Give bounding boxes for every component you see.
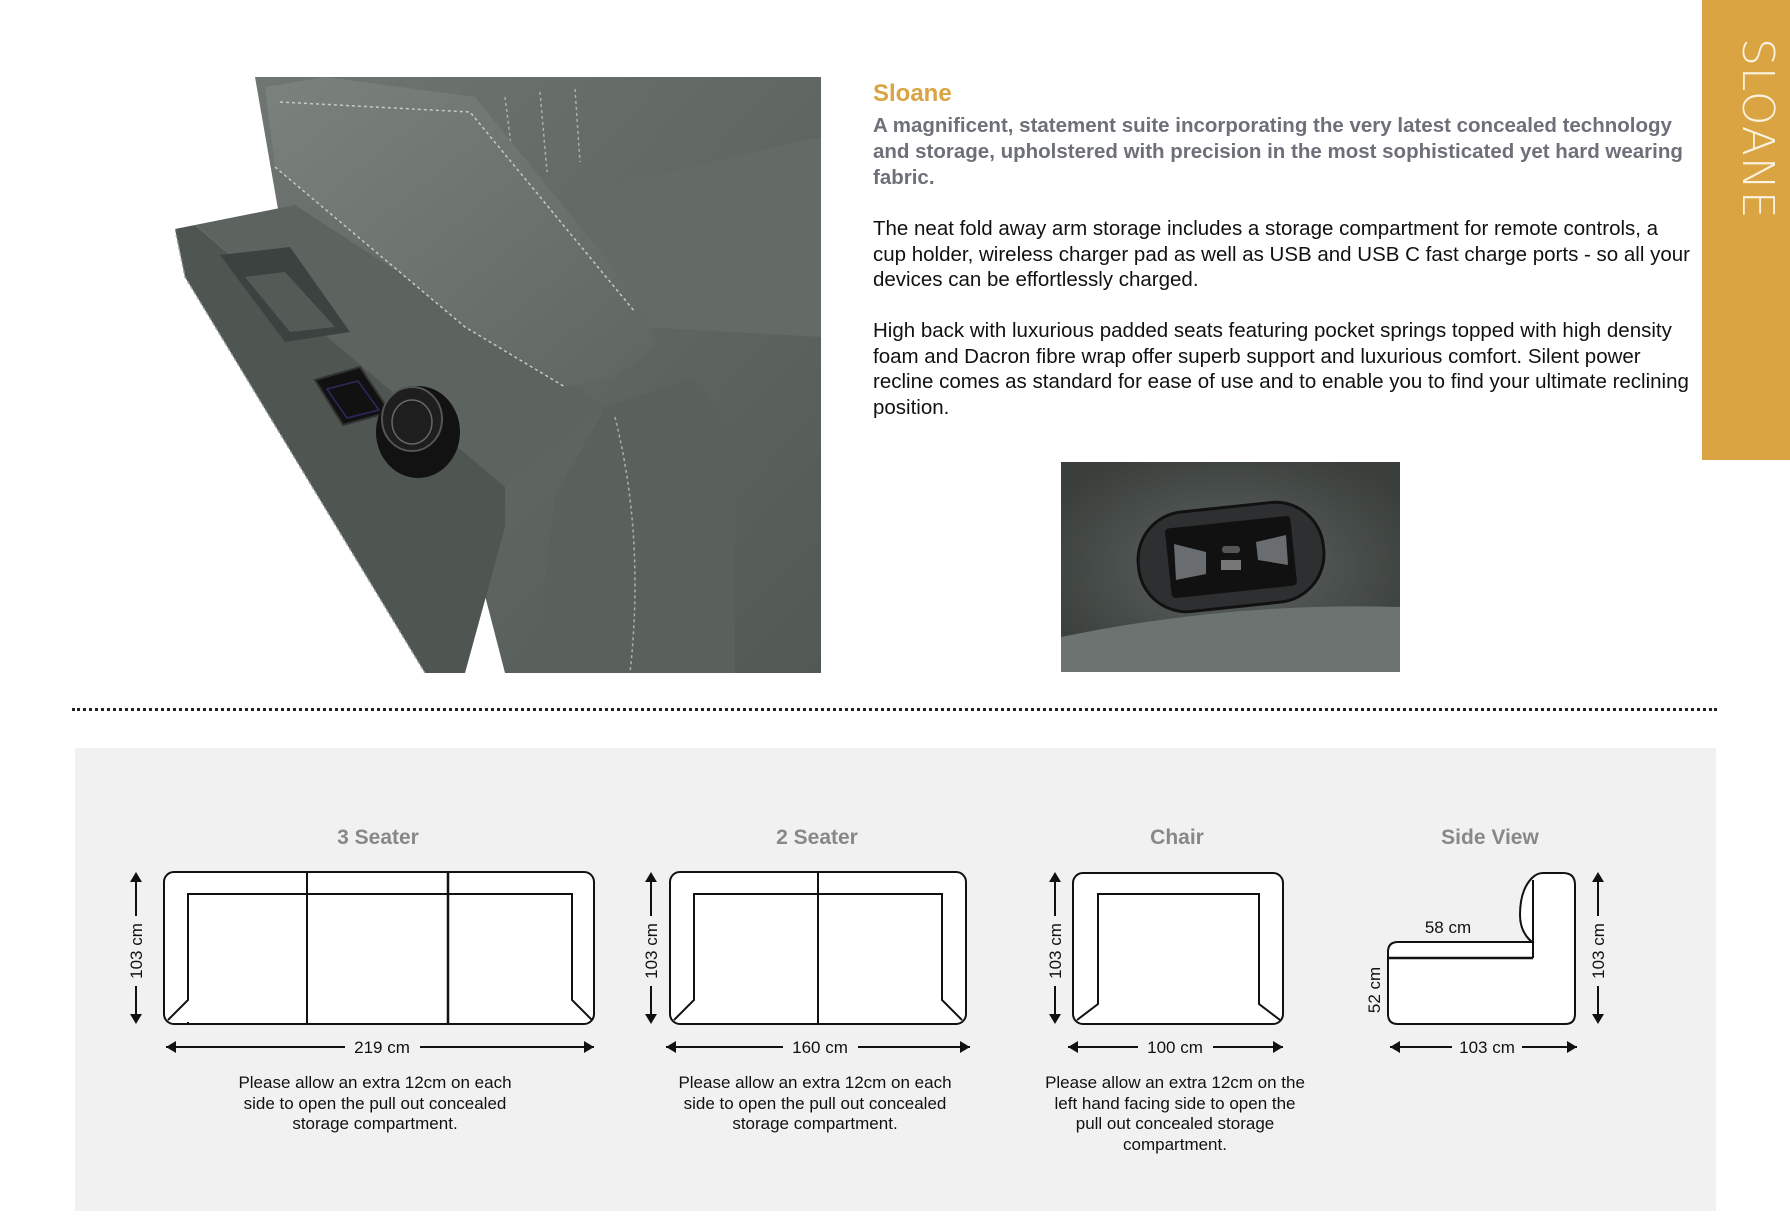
- width-label-3-seater: 219 cm: [354, 1038, 410, 1057]
- height-label-side-view: 103 cm: [1589, 923, 1608, 979]
- seat-height-label-side-view: 52 cm: [1365, 966, 1384, 1014]
- diagram-2-seater: [630, 860, 1000, 1060]
- product-paragraph-storage: The neat fold away arm storage includes a storage compartment for remote controls, a cup holder, wireless charger pad as well as USB and USB C fast charge ports - so all your devices can be effortlessly charged.: [873, 217, 1690, 291]
- dimension-title-2-seater: 2 Seater: [776, 826, 858, 849]
- depth-label-chair: 103 cm: [1046, 923, 1065, 979]
- dimension-title-3-seater: 3 Seater: [337, 826, 419, 849]
- depth-label-3-seater: 103 cm: [127, 923, 146, 979]
- side-tab-label: SLOANE: [1732, 38, 1783, 220]
- diagram-chair: [1030, 860, 1330, 1060]
- dimension-note-3-seater: Please allow an extra 12cm on each side to open the pull out concealed storage compartment.: [238, 1073, 512, 1133]
- product-photo-arm-storage: [175, 77, 821, 673]
- product-title: Sloane: [873, 80, 952, 107]
- product-paragraph-comfort: High back with luxurious padded seats featuring pocket springs topped with high density foam and Dacron fibre wrap offer superb support and luxurious comfort. Silent power recline comes as standard for ease of use and to enable you to find your ultimate reclining position.: [873, 319, 1689, 419]
- product-lead-text: A magnificent, statement suite incorporating the very latest concealed technology and storage, upholstered with precision in the most sophisticated yet hard wearing fabric.: [873, 114, 1683, 189]
- diagram-side-view: [1350, 860, 1620, 1060]
- dimension-note-chair: Please allow an extra 12cm on the left hand facing side to open the pull out concealed storage compartment.: [1045, 1073, 1305, 1154]
- dimension-note-2-seater: Please allow an extra 12cm on each side to open the pull out concealed storage compartment.: [678, 1073, 952, 1133]
- dimension-title-side-view: Side View: [1441, 826, 1539, 849]
- product-photo-usb-ports: [1061, 462, 1400, 672]
- side-tab: [1702, 0, 1790, 460]
- seat-depth-label-side-view: 58 cm: [1424, 918, 1472, 937]
- dimension-title-chair: Chair: [1150, 826, 1204, 849]
- width-label-chair: 100 cm: [1147, 1038, 1203, 1057]
- width-label-2-seater: 160 cm: [792, 1038, 848, 1057]
- section-divider: [72, 708, 1717, 711]
- depth-label-2-seater: 103 cm: [642, 923, 661, 979]
- diagram-3-seater: [120, 860, 610, 1060]
- depth-label-side-view: 103 cm: [1459, 1038, 1515, 1057]
